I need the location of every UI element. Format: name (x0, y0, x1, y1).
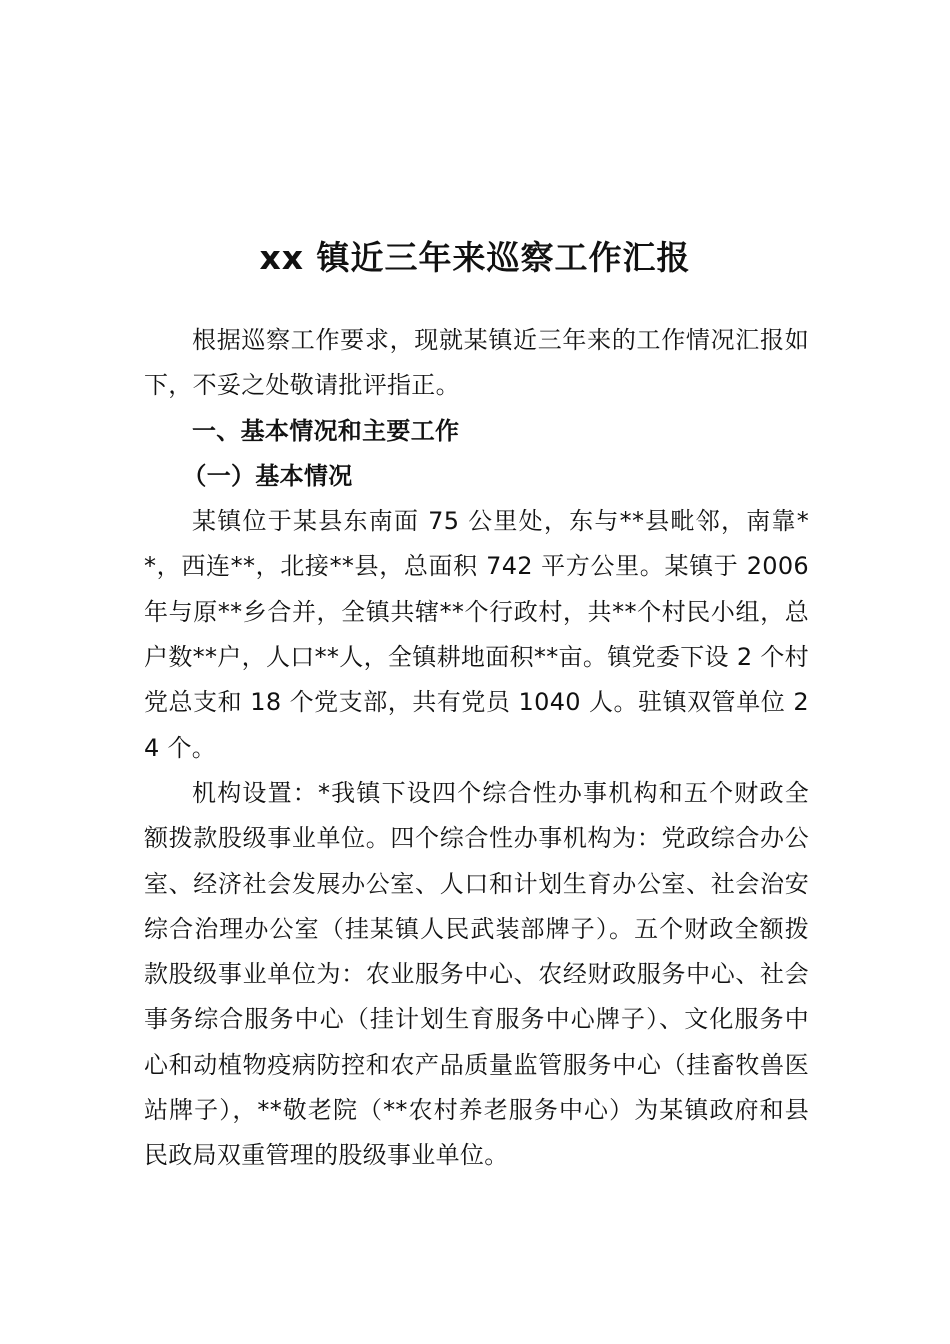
subsection-heading: （一）基本情况 (182, 461, 353, 490)
section-heading: 一、基本情况和主要工作 (192, 416, 460, 445)
organization-paragraph: 机构设置：*我镇下设四个综合性办事机构和五个财政全额拨款股级事业单位。四个综合性办事机构为：党政综合办公室、经济社会发展办公室、人口和计划生育办公室、社会治安综合治理办公室（挂某镇人民武装部牌子）。五个财政全额拨款股级事业单位为：农业服务中心、农经财政服务中心、社会事务综合服务中心（挂计划生育服务中心牌子）、文化服务中心和动植物疫病防控和农产品质量监管服务中心（挂畜牧兽医站牌子），**敬老院（**农村养老服务中心）为某镇政府和县民政局双重管理的股级事业单位。 (144, 778, 809, 1170)
document-body (144, 318, 809, 1179)
intro-paragraph: 根据巡察工作要求，现就某镇近三年来的工作情况汇报如下，不妥之处敬请批评指正。 (144, 326, 809, 400)
document-title: xx 镇近三年来巡察工作汇报 (259, 238, 691, 277)
basic-info-paragraph: 某镇位于某县东南面 75 公里处，东与**县毗邻，南靠**，西连**，北接**县，总面积 742 平方公里。某镇于 2006 年与原**乡合并，全镇共辖**个行政村，共**个村民小组，总户数**户，人口**人，全镇耕地面积**亩。镇党委下设 2 个村党总支和 18 个党支部，共有党员 1040 人。驻镇双管单位 24 个。 (144, 507, 809, 762)
